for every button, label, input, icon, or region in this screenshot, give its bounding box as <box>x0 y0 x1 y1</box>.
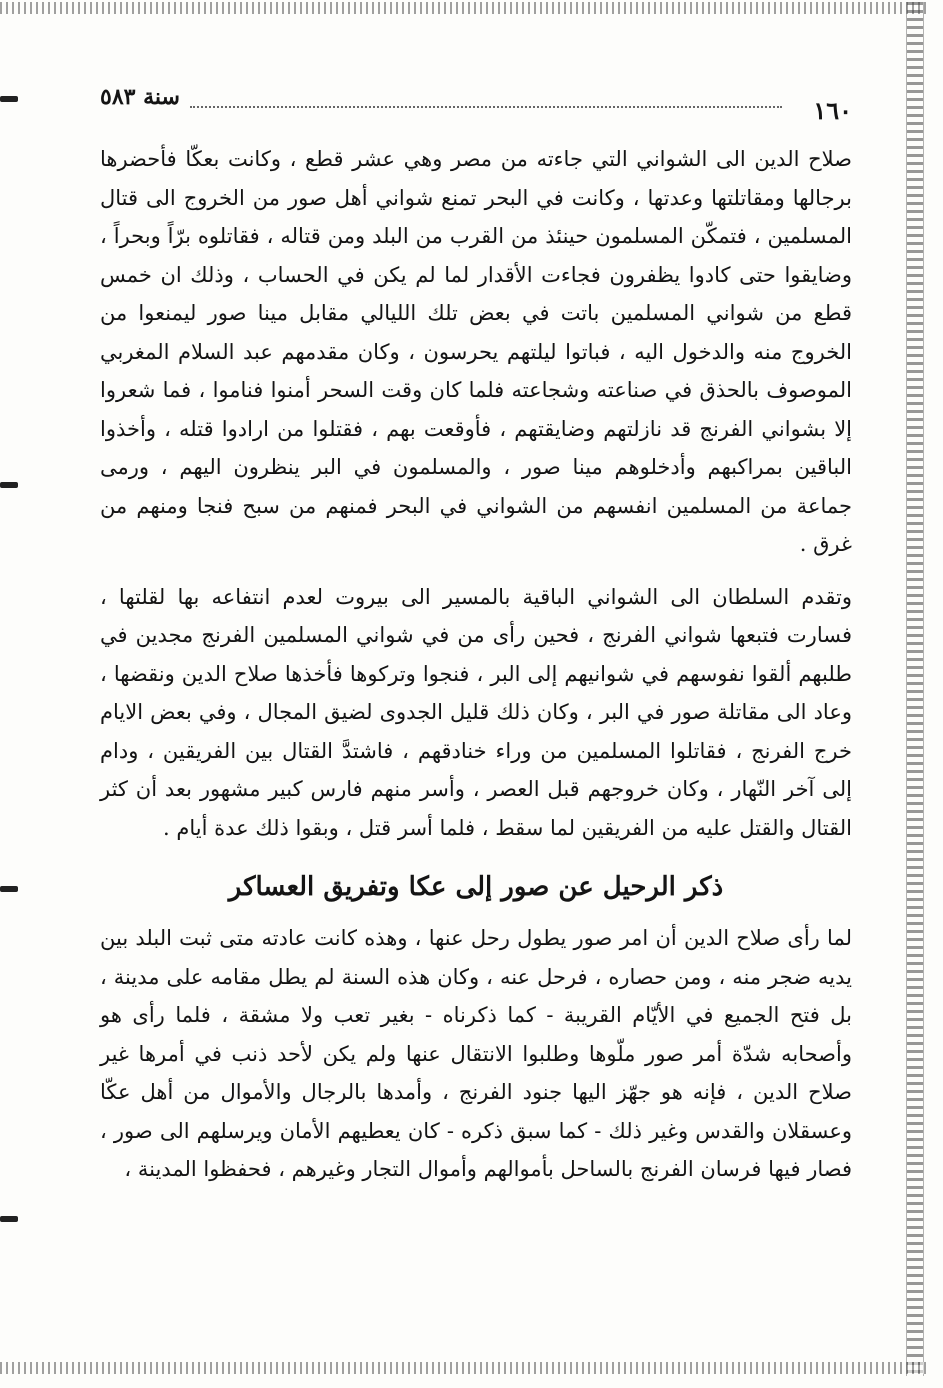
scan-edge-mark <box>0 886 18 892</box>
page-header <box>100 84 852 124</box>
page-number: ١٦٠ <box>813 96 852 125</box>
section-paragraph: لما رأى صلاح الدين أن امر صور يطول رحل عنها ، وهذه كانت عادته متى ثبت البلد بين يديه ضجر منه ، ومن حصاره ، فرحل عنه ، وكان هذه السنة لم يطل مقامه على مدينة ، بل فتح الجميع في الأيّام القريبة - كما ذكرناه - بغير تعب ولا مشقة ، فلما رأى هو وأصحابه شدّة أمر صور ملّوها وطلبوا الانتقال عنها ولم يكن لأحد ذنب في أمرها غير صلاح الدين ، فإنه هو جهّز اليها جنود الفرنج ، وأمدها بالرجال والأموال من أهل عكّا وعسقلان والقدس وغير ذلك - كما سبق ذكره - كان يعطيهم الأمان ويرسلهم الى صور ، فصار فيها فرسان الفرنج بالساحل بأموالهم وأموال التجار وغيرهم ، فحفظوا المدينة ، <box>100 926 852 1181</box>
decorative-border-top <box>0 2 930 14</box>
page-body <box>100 140 852 1189</box>
decorative-border-bottom <box>0 1362 930 1374</box>
decorative-border-right <box>906 2 924 1376</box>
header-dotted-rule <box>190 106 782 108</box>
section-title: ذكر الرحيل عن صور إلى عكا وتفريق العساكر <box>228 872 724 902</box>
scan-edge-mark <box>0 482 18 488</box>
scan-edge-mark <box>0 96 18 102</box>
running-head-year: سنة ٥٨٣ <box>100 84 180 110</box>
paragraph-2: وتقدم السلطان الى الشواني الباقية بالمسير الى بيروت لعدم انتفاعه بها لقلتها ، فسارت فتبعها شواني الفرنج ، فحين رأى من في شواني المسلمين الفرنج مجدين في طلبهم ألقوا نفوسهم في شوانيهم إلى البر ، فنجوا وتركوها فأخذها صلاح الدين ونقضها ، وعاد الى مقاتلة صور في البر ، وكان ذلك قليل الجدوى لضيق المجال ، وفي بعض الايام خرج الفرنج ، فقاتلوا المسلمين من وراء خنادقهم ، فاشتدَّ القتال بين الفريقين ، ودام إلى آخر النّهار ، وكان خروجهم قبل العصر ، وأسر منهم فارس كبير مشهور بعد أن كثر القتال والقتل عليه من الفريقين لما سقط ، فلما أسر قتل ، وبقوا ذلك عدة أيام . <box>100 584 852 840</box>
paragraph-1: صلاح الدين الى الشواني التي جاءته من مصر وهي عشر قطع ، وكانت بعكّا فأحضرها برجالها ومقاتلتها وعدتها ، وكانت في البحر تمنع شواني أهل صور من الخروج الى قتال المسلمين ، فتمكّن المسلمون حينئذ من القرب من البلد ومن قتاله ، فقاتلوه برّاً وبحراً ، وضايقوا حتى كادوا يظفرون فجاءت الأقدار لما لم يكن في الحساب ، وذلك ان خمس قطع من شواني المسلمين باتت في بعض تلك الليالي مقابل مينا صور ليمنعوا من الخروج منه والدخول اليه ، فباتوا ليلتهم يحرسون ، وكان مقدمهم عبد السلام المغربي الموصوف بالحذق في صناعته وشجاعته فلما كان وقت السحر أمنوا فناموا ، فما شعروا إلا بشواني الفرنج قد نازلتهم وضايقتهم ، فأوقعت بهم ، فقتلوا من ارادوا قتله ، وأخذوا الباقين بمراكبهم وأدخلوهم مينا صور ، والمسلمون في البر ينظرون اليهم ، ورمى جماعة من المسلمين انفسهم من الشواني في البحر فمنهم من سبح فنجا ومنهم من غرق . <box>100 147 852 556</box>
scan-edge-mark <box>0 1216 18 1222</box>
